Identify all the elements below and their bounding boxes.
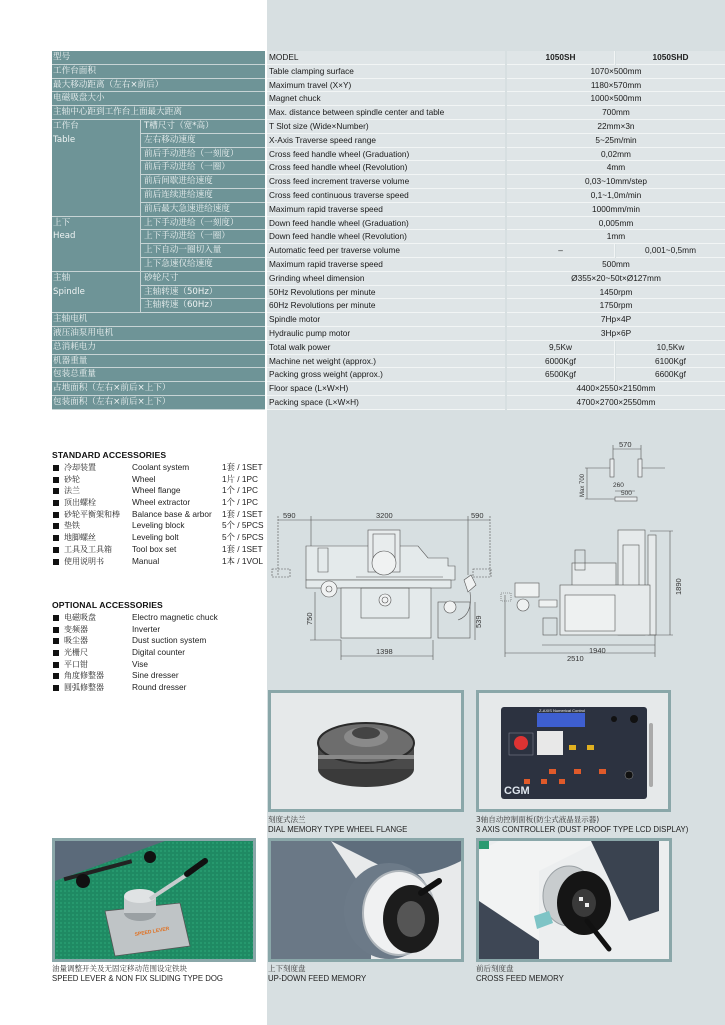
spec-label-cn: 上下手动进给（一刻度）: [140, 217, 265, 231]
accessory-item: [52, 556, 267, 568]
accessory-en: Round dresser: [132, 682, 187, 693]
spec-label-cn: 前后连续进给速度: [140, 189, 265, 203]
group-label-en: Spindle: [53, 286, 85, 297]
spec-label-en: Hydraulic pump motor: [267, 327, 505, 341]
spec-label-cn: 主轴转速（60Hz）: [140, 299, 265, 313]
cross-feed-image: [479, 841, 669, 959]
spec-label-en: Maximum travel (X×Y): [267, 79, 505, 93]
group-label-cn: 主轴: [53, 272, 71, 283]
accessory-item: [52, 647, 267, 659]
spec-label-en: Machine net weight (approx.): [267, 355, 505, 369]
wheel-flange-image: [271, 693, 461, 809]
group-label-cn: 工作台: [53, 121, 79, 131]
spec-label-cn: 左右移动速度: [140, 134, 265, 148]
photo-controller: [476, 690, 671, 812]
spec-value: 1000mm/min: [507, 203, 725, 217]
dim-1940: 1940: [589, 646, 606, 655]
accessory-item: [52, 532, 267, 544]
caption-en: 3 AXIS CONTROLLER (DUST PROOF TYPE LCD DISPLAY): [476, 825, 689, 834]
caption-cn: 3轴自动控制面板(防尘式液晶显示器): [476, 815, 600, 824]
caption-cn: 前后刻度盘: [476, 964, 514, 973]
spec-value-1050sh: 9,5Kw: [507, 341, 615, 355]
spec-label-cn: 主轴中心距到工作台上面最大距离: [52, 106, 265, 120]
accessory-cn: 地脚螺丝: [64, 533, 96, 543]
accessory-item: [52, 659, 267, 671]
dim-260: 260: [613, 482, 624, 489]
spec-value: 1mm: [507, 230, 725, 244]
spec-label-cn: 液压油泵用电机: [52, 327, 265, 341]
spec-label-cn: 电磁吸盘大小: [52, 92, 265, 106]
accessory-item: [52, 497, 267, 509]
spec-label-cn: 上下急速仅给速度: [140, 258, 265, 272]
accessory-item: [52, 670, 267, 682]
spec-label-en: Down feed handle wheel (Graduation): [267, 217, 505, 231]
bullet-square-icon: [53, 500, 59, 506]
spec-label-cn: 工作台面积: [52, 65, 265, 79]
dim-1398: 1398: [376, 647, 393, 656]
bullet-square-icon: [53, 627, 59, 633]
bullet-square-icon: [53, 685, 59, 691]
spec-row: [52, 65, 725, 79]
spec-row: [52, 382, 725, 396]
spec-row: [52, 286, 725, 300]
accessory-en: Tool box set: [132, 543, 177, 554]
accessory-cn: 变频器: [64, 624, 88, 634]
spec-value: 1450rpm: [507, 286, 725, 300]
accessory-cn: 砂轮平衡架和棒: [64, 509, 120, 519]
accessory-qty: 1个 / 1PC: [222, 485, 258, 496]
spec-label-cn: 前后最大急速进给速度: [140, 203, 265, 217]
caption-up-down-feed: [268, 964, 366, 984]
dim-2510: 2510: [567, 654, 584, 663]
standard-accessories-title: STANDARD ACCESSORIES: [52, 450, 167, 460]
accessory-en: Balance base & arbor: [132, 508, 212, 519]
group-label-cn: 上下: [53, 217, 71, 228]
bullet-square-icon: [53, 488, 59, 494]
bullet-square-icon: [53, 673, 59, 679]
dim-max-700: Max 700: [580, 473, 586, 497]
caption-cn: 油量调整开关及无固定移动范围设定铁块: [52, 964, 187, 973]
group-label-en: Head: [53, 231, 76, 242]
spec-row: [52, 368, 725, 382]
spec-label-en: Maximum rapid traverse speed: [267, 203, 505, 217]
spec-value-1050shd: 10,5Kw: [616, 341, 725, 355]
spec-label-cn: 前后间歇进给速度: [140, 175, 265, 189]
accessory-en: Wheel flange: [132, 485, 181, 496]
spec-value: 4400×2550×2150mm: [507, 382, 725, 396]
bullet-square-icon: [53, 512, 59, 518]
spec-value: 4700×2700×2550mm: [507, 396, 725, 410]
spec-label-en: Cross feed increment traverse volume: [267, 175, 505, 189]
accessory-item: [52, 624, 267, 636]
spec-label-en: Packing gross weight (approx.): [267, 368, 505, 382]
spec-label-en: Max. distance between spindle center and table: [267, 106, 505, 120]
spec-label-cn: 机器重量: [52, 355, 265, 369]
accessory-item: [52, 612, 267, 624]
photo-wheel-flange: [268, 690, 464, 812]
accessory-en: Digital counter: [132, 647, 186, 658]
spec-row: [52, 299, 725, 313]
spec-row: [52, 161, 725, 175]
caption-cn: 上下刻度盘: [268, 964, 306, 973]
spec-value-1050shd: 0,001~0,5mm: [616, 244, 725, 258]
spec-label-cn: 包装面积（左右×前后×上下）: [52, 396, 265, 410]
spec-row: [52, 79, 725, 93]
spec-value: 1000×500mm: [507, 92, 725, 106]
spec-value: Ø355×20~50t×Ø127mm: [507, 272, 725, 286]
spec-label-en: 60Hz Revolutions per minute: [267, 299, 505, 313]
spec-row: [52, 175, 725, 189]
spec-label-en: Cross feed handle wheel (Revolution): [267, 161, 505, 175]
dim-570: 570: [619, 440, 632, 449]
caption-en: DIAL MEMORY TYPE WHEEL FLANGE: [268, 825, 408, 834]
spec-row: [52, 258, 725, 272]
model-label-cn: 型号: [52, 51, 265, 65]
dim-539: 539: [474, 615, 483, 628]
accessory-cn: 电磁吸盘: [64, 613, 96, 622]
speed-lever-image: [55, 841, 253, 959]
accessory-item: [52, 509, 267, 521]
accessory-en: Coolant system: [132, 462, 190, 472]
side-view-drawing: [495, 435, 725, 665]
accessory-qty: 1套 / 1SET: [222, 462, 263, 472]
spec-label-en: Cross feed continuous traverse speed: [267, 189, 505, 203]
spec-label-cn: 总消耗电力: [52, 341, 265, 355]
caption-en: CROSS FEED MEMORY: [476, 974, 564, 983]
spec-label-en: Floor space (L×W×H): [267, 382, 505, 396]
spec-label-en: Table clamping surface: [267, 65, 505, 79]
dim-590-right: 590: [471, 511, 484, 520]
spec-value: 500mm: [507, 258, 725, 272]
spec-value-1050shd: 6600Kgf: [616, 368, 725, 382]
bullet-square-icon: [53, 638, 59, 644]
accessory-en: Leveling block: [132, 520, 185, 531]
spec-label-en: Grinding wheel dimension: [267, 272, 505, 286]
accessory-cn: 平口钳: [64, 659, 88, 669]
speed-lever-plate-text: SPEED LEVER: [134, 925, 170, 938]
spec-value: 7Hp×4P: [507, 313, 725, 327]
accessory-cn: 顶出螺栓: [64, 498, 96, 508]
bullet-square-icon: [53, 650, 59, 656]
accessory-en: Wheel: [132, 473, 156, 484]
spec-value: 0,02mm: [507, 148, 725, 162]
accessory-item: [52, 520, 267, 532]
spec-value: 0,03~10mm/step: [507, 175, 725, 189]
controller-panel-image: [479, 693, 668, 809]
spec-group-head: [52, 217, 140, 272]
group-label-en: Table: [53, 134, 76, 145]
spec-value: 22mm×3n: [507, 120, 725, 134]
accessory-cn: 光栅尺: [64, 648, 88, 658]
spec-row: [52, 272, 725, 286]
accessory-qty: 1片 / 1PC: [222, 473, 258, 484]
cgm-logo: CGM: [504, 785, 530, 797]
accessory-cn: 砂轮: [64, 474, 80, 484]
caption-en: UP-DOWN FEED MEMORY: [268, 974, 367, 983]
bullet-square-icon: [53, 547, 59, 553]
accessory-cn: 垫铁: [64, 521, 80, 531]
accessory-cn: 冷却装置: [64, 463, 96, 472]
spec-label-en: X-Axis Traverse speed range: [267, 134, 505, 148]
spec-value: 0,005mm: [507, 217, 725, 231]
spec-header-row: [52, 51, 725, 65]
accessory-cn: 使用说明书: [64, 556, 104, 566]
bullet-square-icon: [53, 559, 59, 565]
bullet-square-icon: [53, 465, 59, 471]
bullet-square-icon: [53, 662, 59, 668]
spec-label-en: Magnet chuck: [267, 92, 505, 106]
dim-3200: 3200: [376, 511, 393, 520]
accessory-en: Manual: [132, 555, 160, 566]
spec-group-spindle: [52, 272, 140, 313]
spec-group-table: [52, 120, 140, 217]
optional-accessories-title: OPTIONAL ACCESSORIES: [52, 600, 163, 610]
spec-label-en: Total walk power: [267, 341, 505, 355]
caption-cn: 刻度式法兰: [268, 815, 306, 824]
spec-label-en: Cross feed handle wheel (Graduation): [267, 148, 505, 162]
dim-590-left: 590: [283, 511, 296, 520]
spec-value-1050sh: 6000Kgf: [507, 355, 615, 369]
accessory-en: Dust suction system: [132, 635, 207, 646]
accessory-en: Wheel extractor: [132, 497, 191, 508]
accessory-item: [52, 544, 267, 556]
accessory-en: Leveling bolt: [132, 532, 179, 543]
bullet-square-icon: [53, 477, 59, 483]
accessory-item: [52, 635, 267, 647]
model-1050sh: 1050SH: [507, 51, 615, 65]
accessory-qty: 1套 / 1SET: [222, 543, 263, 554]
spec-value-1050sh: 6500Kgf: [507, 368, 615, 382]
model-1050shd: 1050SHD: [616, 51, 725, 65]
spec-label-en: Packing space (L×W×H): [267, 396, 505, 410]
dim-750: 750: [305, 612, 314, 625]
spec-value-1050sh: –: [507, 244, 615, 258]
spec-value: 4mm: [507, 161, 725, 175]
front-view-drawing: [268, 500, 494, 670]
caption-en: SPEED LEVER & NON FIX SLIDING TYPE DOG: [52, 974, 223, 983]
spec-row: [52, 134, 725, 148]
accessory-qty: 1套 / 1SET: [222, 508, 263, 519]
spec-value: 1070×500mm: [507, 65, 725, 79]
accessory-en: Sine dresser: [132, 670, 179, 681]
spec-row: [52, 148, 725, 162]
accessory-cn: 工具及工具箱: [64, 544, 112, 554]
spec-row: [52, 106, 725, 120]
spec-label-en: Maximum rapid traverse speed: [267, 258, 505, 272]
bullet-square-icon: [53, 523, 59, 529]
spec-row: [52, 120, 725, 134]
accessory-item: [52, 485, 267, 497]
accessory-cn: 角度修整器: [64, 671, 104, 681]
bullet-square-icon: [53, 535, 59, 541]
spec-label-cn: 上下自动一圈切入量: [140, 244, 265, 258]
accessory-en: Vise: [132, 658, 148, 669]
spec-label-cn: 占地面积（左右×前后×上下）: [52, 382, 265, 396]
spec-value: 1750rpm: [507, 299, 725, 313]
spec-row: [52, 189, 725, 203]
spec-row: [52, 203, 725, 217]
spec-label-en: Spindle motor: [267, 313, 505, 327]
spec-value: 3Hp×6P: [507, 327, 725, 341]
dim-500: 500: [621, 490, 632, 497]
spec-label-en: Automatic feed per traverse volume: [267, 244, 505, 258]
spec-row: [52, 341, 725, 355]
accessory-qty: 5个 / 5PCS: [222, 532, 264, 543]
spec-label-cn: 前后手动进给（一圈）: [140, 161, 265, 175]
accessory-cn: 吸尘器: [64, 636, 88, 646]
spec-label-cn: 主轴电机: [52, 313, 265, 327]
spec-value: 700mm: [507, 106, 725, 120]
spec-label-cn: 上下手动进给（一圈）: [140, 230, 265, 244]
spec-row: [52, 244, 725, 258]
spec-label-cn: 主轴转速（50Hz）: [140, 286, 265, 300]
spec-row: [52, 217, 725, 231]
photo-up-down-feed: [268, 838, 464, 962]
spec-label-cn: 包装总重量: [52, 368, 265, 382]
panel-title: Z-AXIS Numerical Control: [539, 708, 586, 713]
spec-label-en: T Slot size (Wide×Number): [267, 120, 505, 134]
spec-value: 5~25m/min: [507, 134, 725, 148]
caption-wheel-flange: [268, 815, 407, 835]
caption-cross-feed: [476, 964, 564, 984]
spec-label-cn: 最大移动距离（左右×前后）: [52, 79, 265, 93]
spec-row: [52, 313, 725, 327]
optional-accessories-list: [52, 612, 267, 694]
accessory-en: Inverter: [132, 623, 161, 634]
accessory-item: [52, 474, 267, 486]
spec-label-cn: 砂轮尺寸: [140, 272, 265, 286]
caption-controller: [476, 815, 688, 835]
spec-value: 0,1~1,0m/min: [507, 189, 725, 203]
accessory-en: Electro magnetic chuck: [132, 612, 218, 622]
accessory-cn: 法兰: [64, 486, 80, 496]
dim-1890: 1890: [674, 578, 683, 595]
accessory-item: [52, 682, 267, 694]
spec-row: [52, 355, 725, 369]
accessory-qty: 1个 / 1PC: [222, 497, 258, 508]
accessory-qty: 5个 / 5PCS: [222, 520, 264, 531]
spec-label-en: 50Hz Revolutions per minute: [267, 286, 505, 300]
caption-speed-lever: [52, 964, 223, 984]
accessory-item: [52, 462, 267, 474]
spec-row: [52, 92, 725, 106]
up-down-feed-image: [271, 841, 461, 959]
accessory-qty: 1本 / 1VOL: [222, 555, 264, 566]
spec-label-cn: T槽尺寸（宽*高）: [140, 120, 265, 134]
spec-row: [52, 396, 725, 410]
photo-cross-feed: [476, 838, 672, 962]
spec-row: [52, 327, 725, 341]
photo-speed-lever: [52, 838, 256, 962]
spec-value-1050shd: 6100Kgf: [616, 355, 725, 369]
spec-row: [52, 230, 725, 244]
standard-accessories-list: [52, 462, 267, 567]
accessory-cn: 圆弧修整器: [64, 683, 104, 693]
model-label-en: MODEL: [267, 51, 505, 65]
spec-label-cn: 前后手动进给（一刻度）: [140, 148, 265, 162]
bullet-square-icon: [53, 615, 59, 621]
spec-value: 1180×570mm: [507, 79, 725, 93]
spec-label-en: Down feed handle wheel (Revolution): [267, 230, 505, 244]
